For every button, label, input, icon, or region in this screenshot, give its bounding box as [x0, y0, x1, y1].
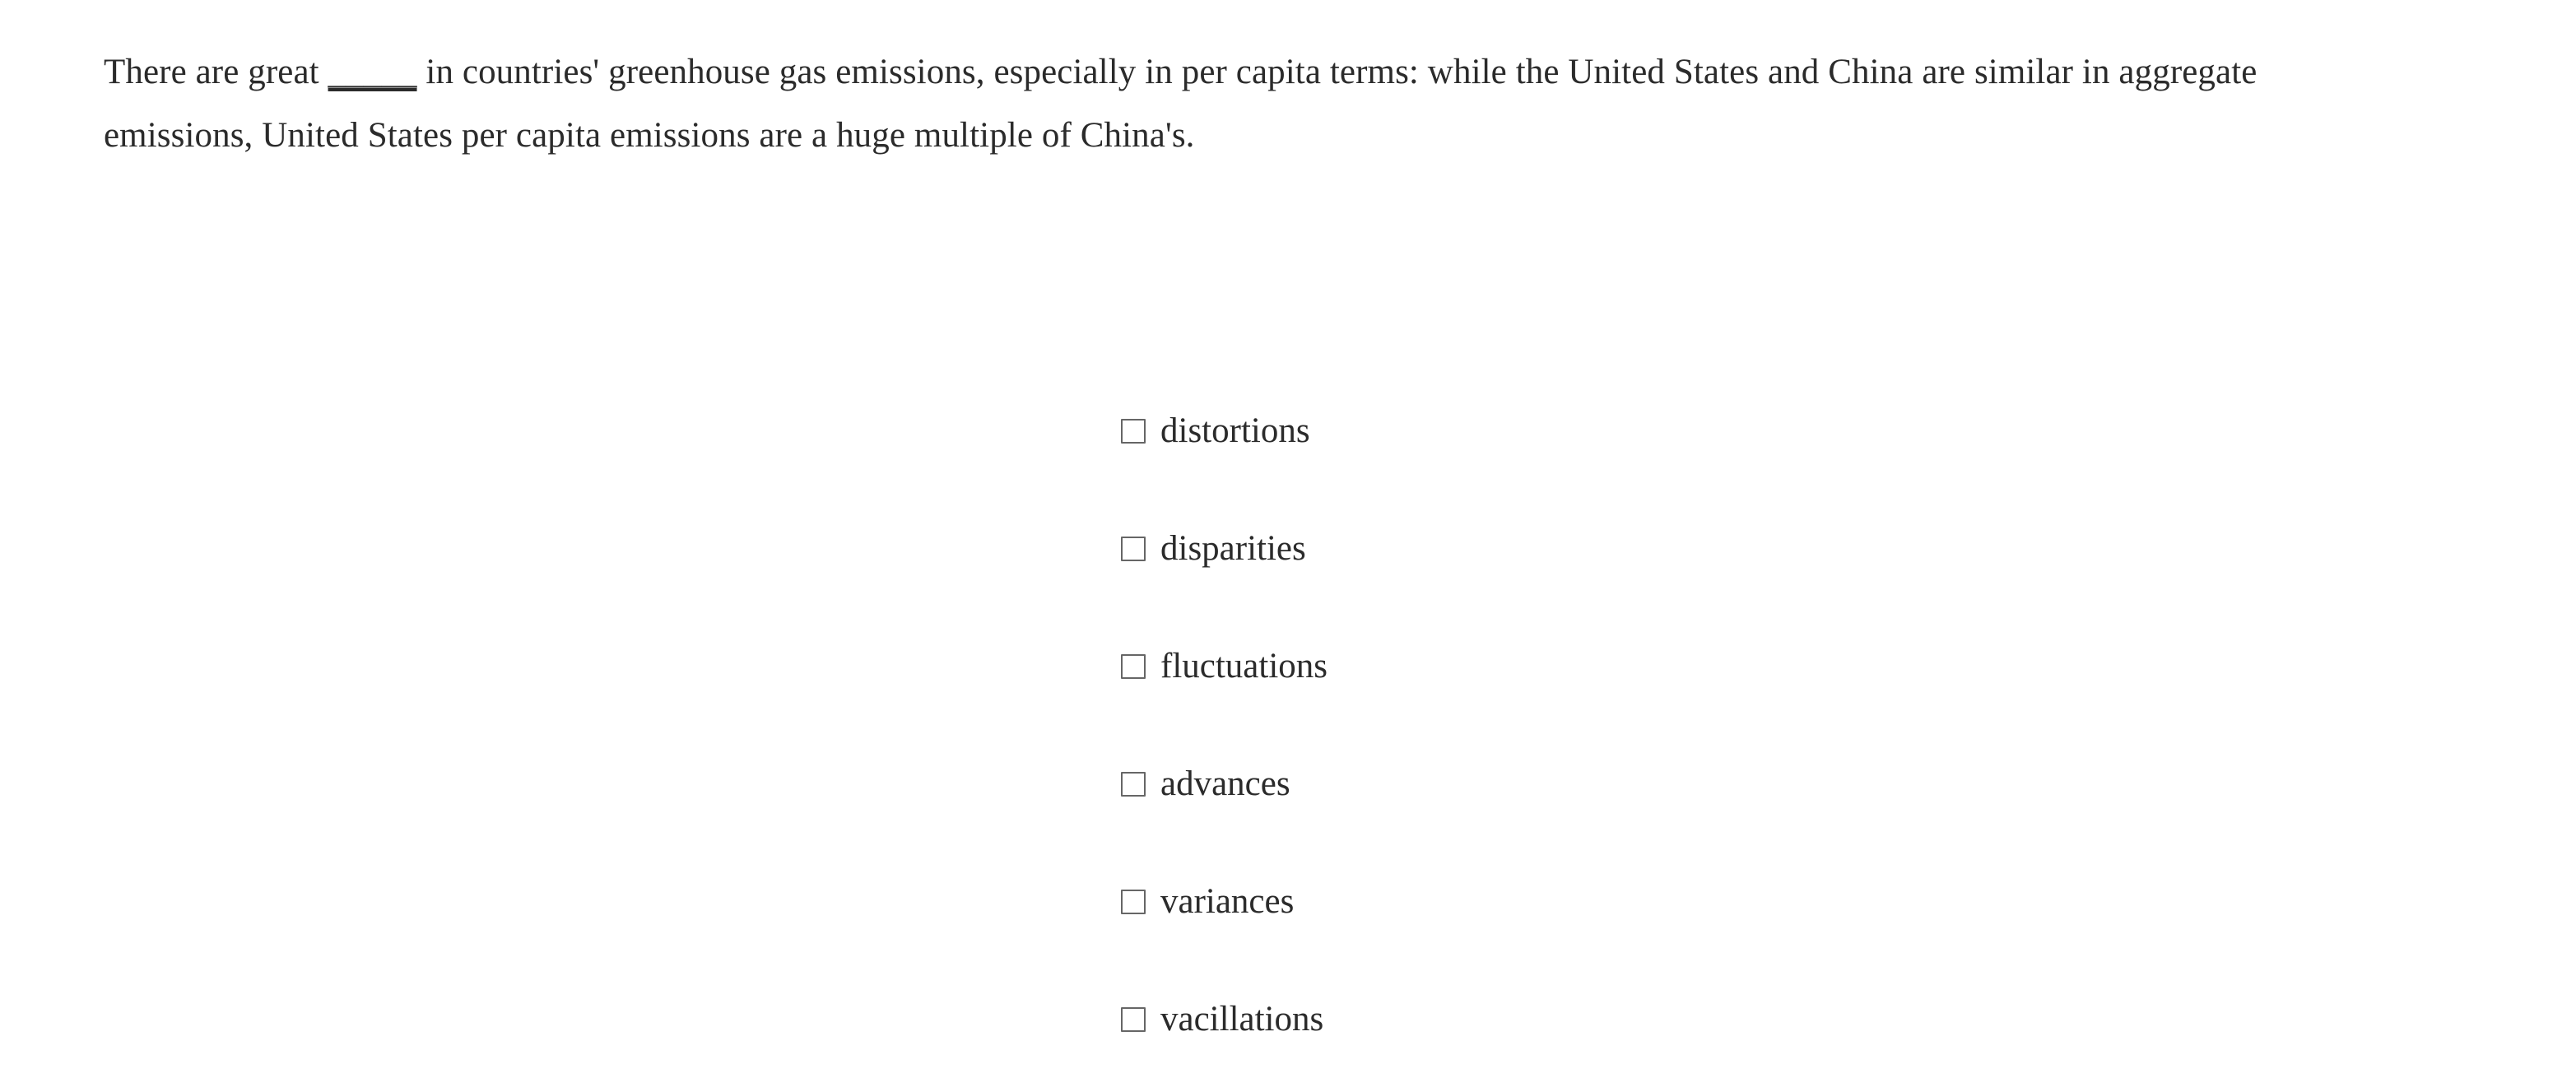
answer-options-list [1121, 372, 1328, 1078]
option-label: fluctuations [1160, 647, 1328, 685]
checkbox-icon[interactable] [1121, 537, 1146, 561]
stem-text-before-blank: There are great [104, 53, 328, 91]
stem-text-after-blank: in countries' greenhouse gas emissions, especially in per capita terms: while the United States and China are similar in aggregate emissions, United States per capita emissions are a huge multiple of China's. [104, 53, 2257, 155]
option-label: vacillations [1160, 1000, 1324, 1039]
option-label: advances [1160, 764, 1290, 803]
option-disparities[interactable] [1121, 490, 1328, 607]
checkbox-icon[interactable] [1121, 890, 1146, 914]
checkbox-icon[interactable] [1121, 1007, 1146, 1032]
option-label: distortions [1160, 411, 1310, 450]
option-advances[interactable] [1121, 725, 1328, 843]
question-stem [104, 41, 2400, 167]
option-vacillations[interactable] [1121, 960, 1328, 1078]
option-variances[interactable] [1121, 843, 1328, 960]
option-fluctuations[interactable] [1121, 607, 1328, 725]
option-label: disparities [1160, 529, 1306, 568]
checkbox-icon[interactable] [1121, 654, 1146, 679]
answer-blank: _____ [328, 53, 417, 91]
checkbox-icon[interactable] [1121, 419, 1146, 444]
option-distortions[interactable] [1121, 372, 1328, 490]
checkbox-icon[interactable] [1121, 772, 1146, 797]
option-label: variances [1160, 882, 1295, 921]
